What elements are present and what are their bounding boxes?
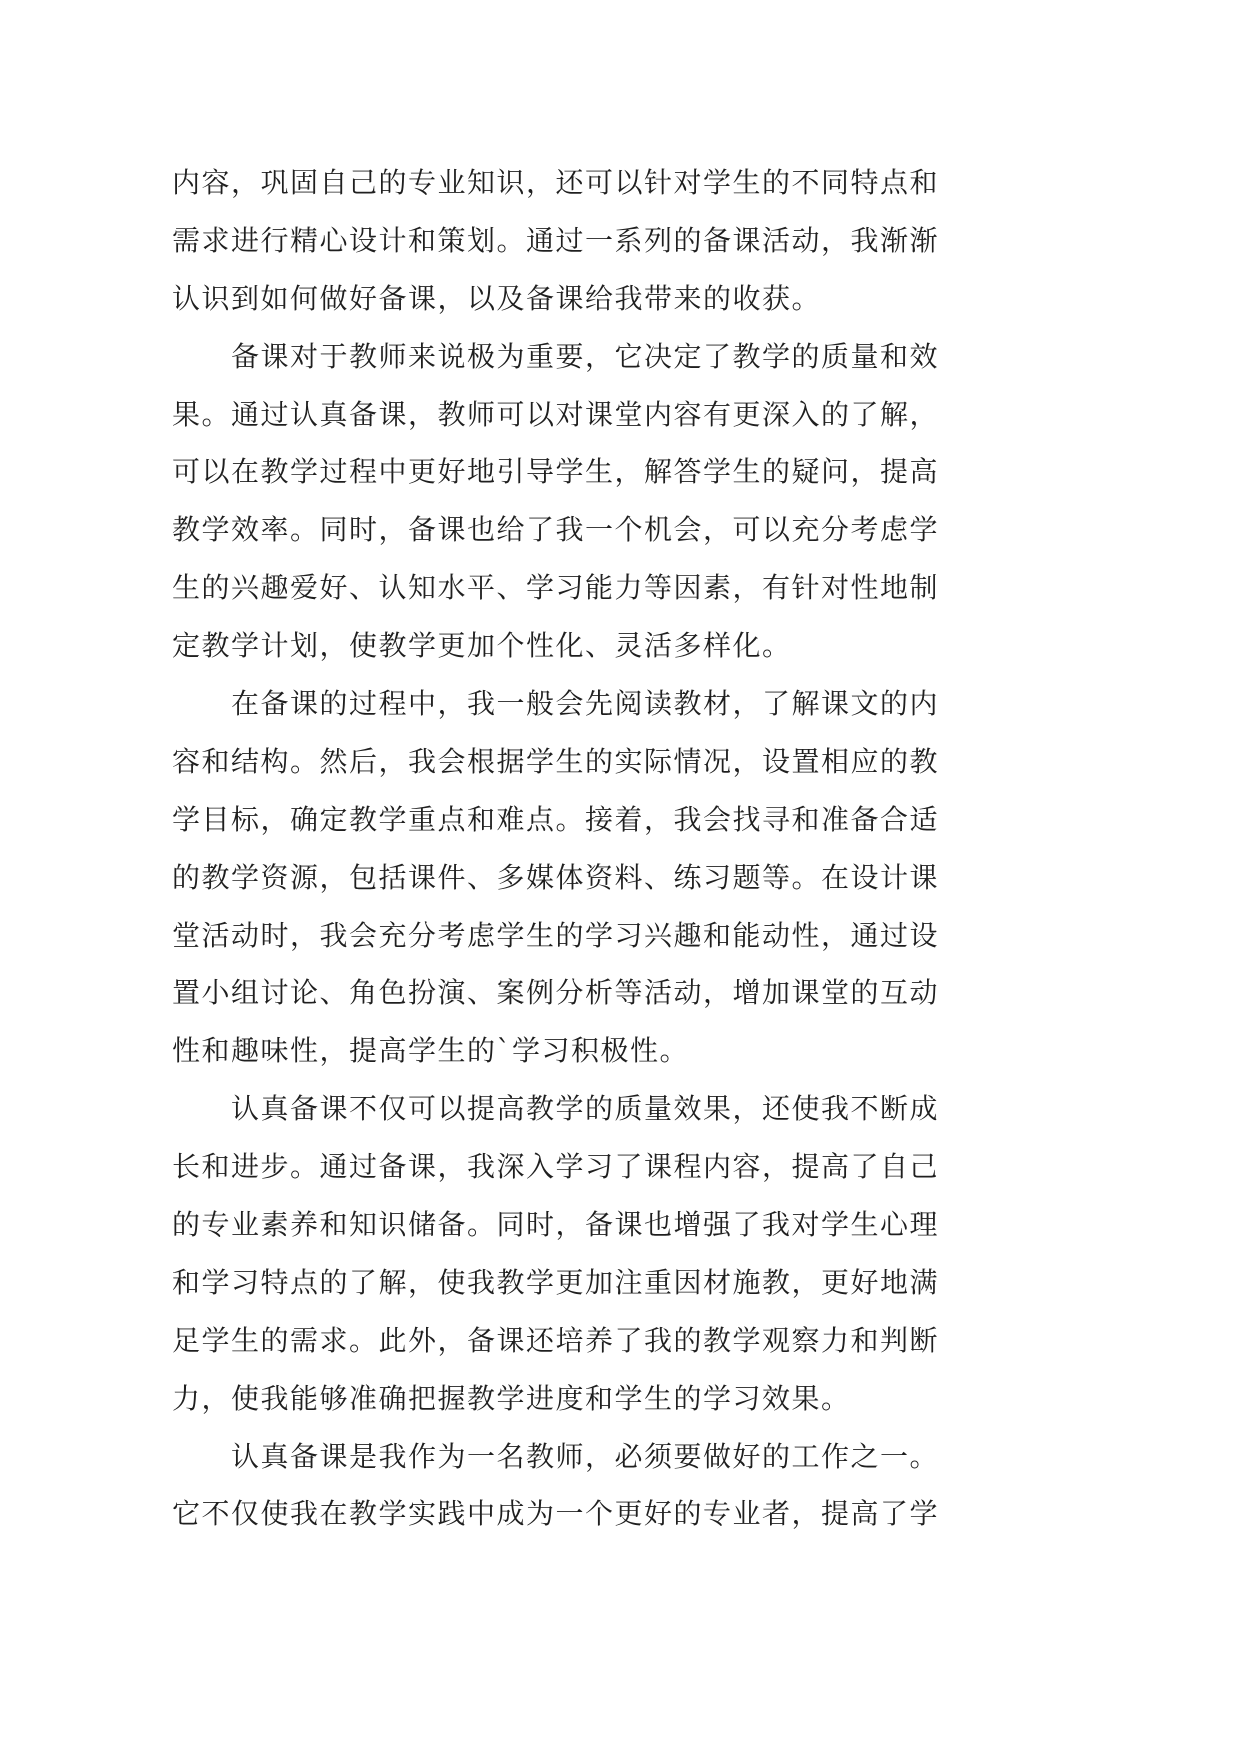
paragraph-3: [172, 675, 1072, 1080]
paragraph-4: [172, 1080, 1072, 1427]
text-line: 认真备课是我作为一名教师，必须要做好的工作之一。: [231, 1439, 940, 1473]
text-line: 学目标，确定教学重点和难点。接着，我会找寻和准备合适: [172, 802, 940, 836]
text-line: 在备课的过程中，我一般会先阅读教材，了解课文的内: [231, 687, 940, 721]
text-line: 堂活动时，我会充分考虑学生的学习兴趣和能动性，通过设: [172, 918, 940, 952]
text-line: 它不仅使我在教学实践中成为一个更好的专业者，提高了学: [172, 1497, 940, 1531]
text-line: 和学习特点的了解，使我教学更加注重因材施教，更好地满: [172, 1265, 940, 1299]
body-text: [172, 154, 1072, 1543]
text-line: 足学生的需求。此外，备课还培养了我的教学观察力和判断: [172, 1323, 940, 1357]
text-line: 需求进行精心设计和策划。通过一系列的备课活动，我渐渐: [172, 223, 940, 257]
text-line: 教学效率。同时，备课也给了我一个机会，可以充分考虑学: [172, 513, 940, 547]
paragraph-1: [172, 154, 1072, 328]
text-line: 性和趣味性，提高学生的`学习积极性。: [172, 1034, 690, 1068]
text-line: 认真备课不仅可以提高教学的质量效果，还使我不断成: [231, 1092, 940, 1126]
text-line: 的教学资源，包括课件、多媒体资料、练习题等。在设计课: [172, 860, 940, 894]
paragraph-5: [172, 1428, 1072, 1544]
text-line: 的专业素养和知识储备。同时，备课也增强了我对学生心理: [172, 1208, 940, 1242]
text-line: 力，使我能够准确把握教学进度和学生的学习效果。: [172, 1381, 851, 1415]
text-line: 认识到如何做好备课，以及备课给我带来的收获。: [172, 281, 822, 315]
text-line: 内容，巩固自己的专业知识，还可以针对学生的不同特点和: [172, 166, 940, 199]
text-line: 容和结构。然后，我会根据学生的实际情况，设置相应的教: [172, 744, 940, 778]
text-line: 定教学计划，使教学更加个性化、灵活多样化。: [172, 629, 792, 663]
text-line: 生的兴趣爱好、认知水平、学习能力等因素，有针对性地制: [172, 571, 940, 605]
text-line: 可以在教学过程中更好地引导学生，解答学生的疑问，提高: [172, 455, 940, 489]
text-line: 备课对于教师来说极为重要，它决定了教学的质量和效: [231, 339, 940, 373]
text-line: 长和进步。通过备课，我深入学习了课程内容，提高了自己: [172, 1150, 940, 1184]
text-line: 置小组讨论、角色扮演、案例分析等活动，增加课堂的互动: [172, 976, 940, 1010]
paragraph-2: [172, 328, 1072, 675]
text-line: 果。通过认真备课，教师可以对课堂内容有更深入的了解，: [172, 397, 940, 431]
